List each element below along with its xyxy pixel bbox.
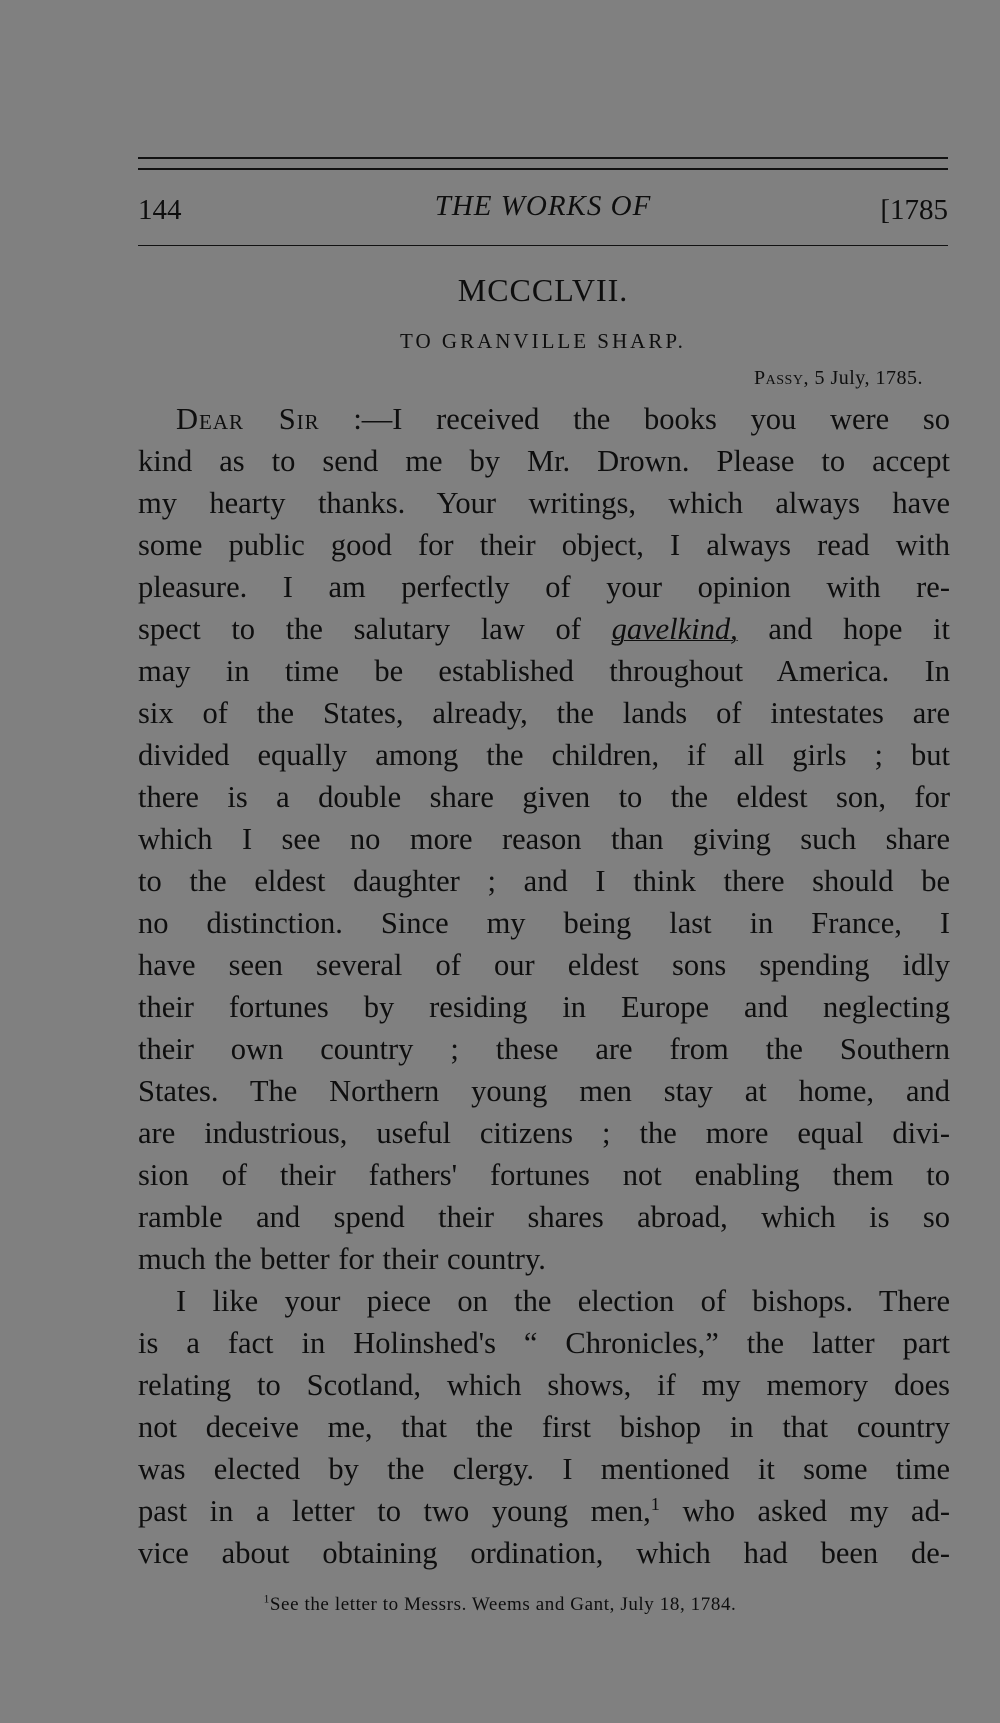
top-rule	[138, 157, 948, 159]
text-line: pleasure. I am perfectly of your opinion with re-	[138, 570, 950, 604]
text-line: relating to Scotland, which shows, if my memory does	[138, 1368, 950, 1402]
running-title: THE WORKS OF	[434, 190, 652, 222]
footnote	[0, 1594, 1000, 1616]
salutation: Dear Sir	[176, 402, 320, 436]
text-line: is a fact in Holinshed's “ Chronicles,” the latter part	[138, 1326, 950, 1360]
running-year: [1785	[880, 194, 948, 226]
text-line: not deceive me, that the first bishop in that country	[138, 1410, 950, 1444]
dateline-place: Passy,	[754, 367, 809, 389]
text-line: past in a letter to two young men,$^1$ who asked my ad-	[138, 1493, 950, 1528]
text-line: are industrious, useful citizens ; the more equal divi-	[138, 1116, 950, 1150]
header-rule	[138, 245, 948, 246]
text-line: there is a double share given to the eldest son, for	[138, 780, 950, 814]
letter-body	[138, 398, 950, 1574]
text-line: which I see no more reason than giving such share	[138, 822, 950, 856]
page-number: 144	[138, 194, 182, 226]
footnote-marker: 1	[263, 1593, 270, 1606]
text-line: was elected by the clergy. I mentioned it some time	[138, 1452, 950, 1486]
text-line: I like your piece on the election of bishops. There	[176, 1284, 950, 1318]
text-line: ramble and spend their shares abroad, which is so	[138, 1200, 950, 1234]
footnote-text: See the letter to Messrs. Weems and Gant, July 18, 1784.	[269, 1594, 737, 1615]
text-line: sion of their fathers' fortunes not enabling them to	[138, 1158, 950, 1192]
text-line: kind as to send me by Mr. Drown. Please to accept	[138, 444, 950, 478]
text-line: spect to the salutary law of gavelkind, and hope it	[138, 612, 950, 646]
top-rule-inner	[138, 168, 948, 170]
text-line: to the eldest daughter ; and I think there should be	[138, 864, 950, 898]
text-line: much the better for their country.	[138, 1242, 546, 1276]
text-line: their own country ; these are from the Southern	[138, 1032, 950, 1066]
letter-number: MCCCLVII.	[457, 272, 629, 308]
text-line: divided equally among the children, if all girls ; but	[138, 738, 950, 772]
text-line: six of the States, already, the lands of intestates are	[138, 696, 950, 730]
footnote-ref: 1	[650, 1493, 660, 1514]
text-line: their fortunes by residing in Europe and neglecting	[138, 990, 950, 1024]
running-head	[138, 190, 948, 234]
text-line: States. The Northern young men stay at home, and	[138, 1074, 950, 1108]
emphasized-word: gavelkind,	[611, 612, 738, 646]
text-line: no distinction. Since my being last in France, I	[138, 906, 950, 940]
text-line: vice about obtaining ordination, which had been de-	[138, 1536, 950, 1570]
text-line: my hearty thanks. Your writings, which always have	[138, 486, 950, 520]
dateline-date: 5 July, 1785.	[814, 367, 923, 389]
text-line: have seen several of our eldest sons spending idly	[138, 948, 950, 982]
text-line: some public good for their object, I always read with	[138, 528, 950, 562]
text-line: Dear Sir :—I received the books you were so	[176, 402, 950, 436]
dateline	[754, 367, 923, 390]
text-line: may in time be established throughout America. In	[138, 654, 950, 688]
letter-recipient: TO GRANVILLE SHARP.	[400, 329, 686, 353]
